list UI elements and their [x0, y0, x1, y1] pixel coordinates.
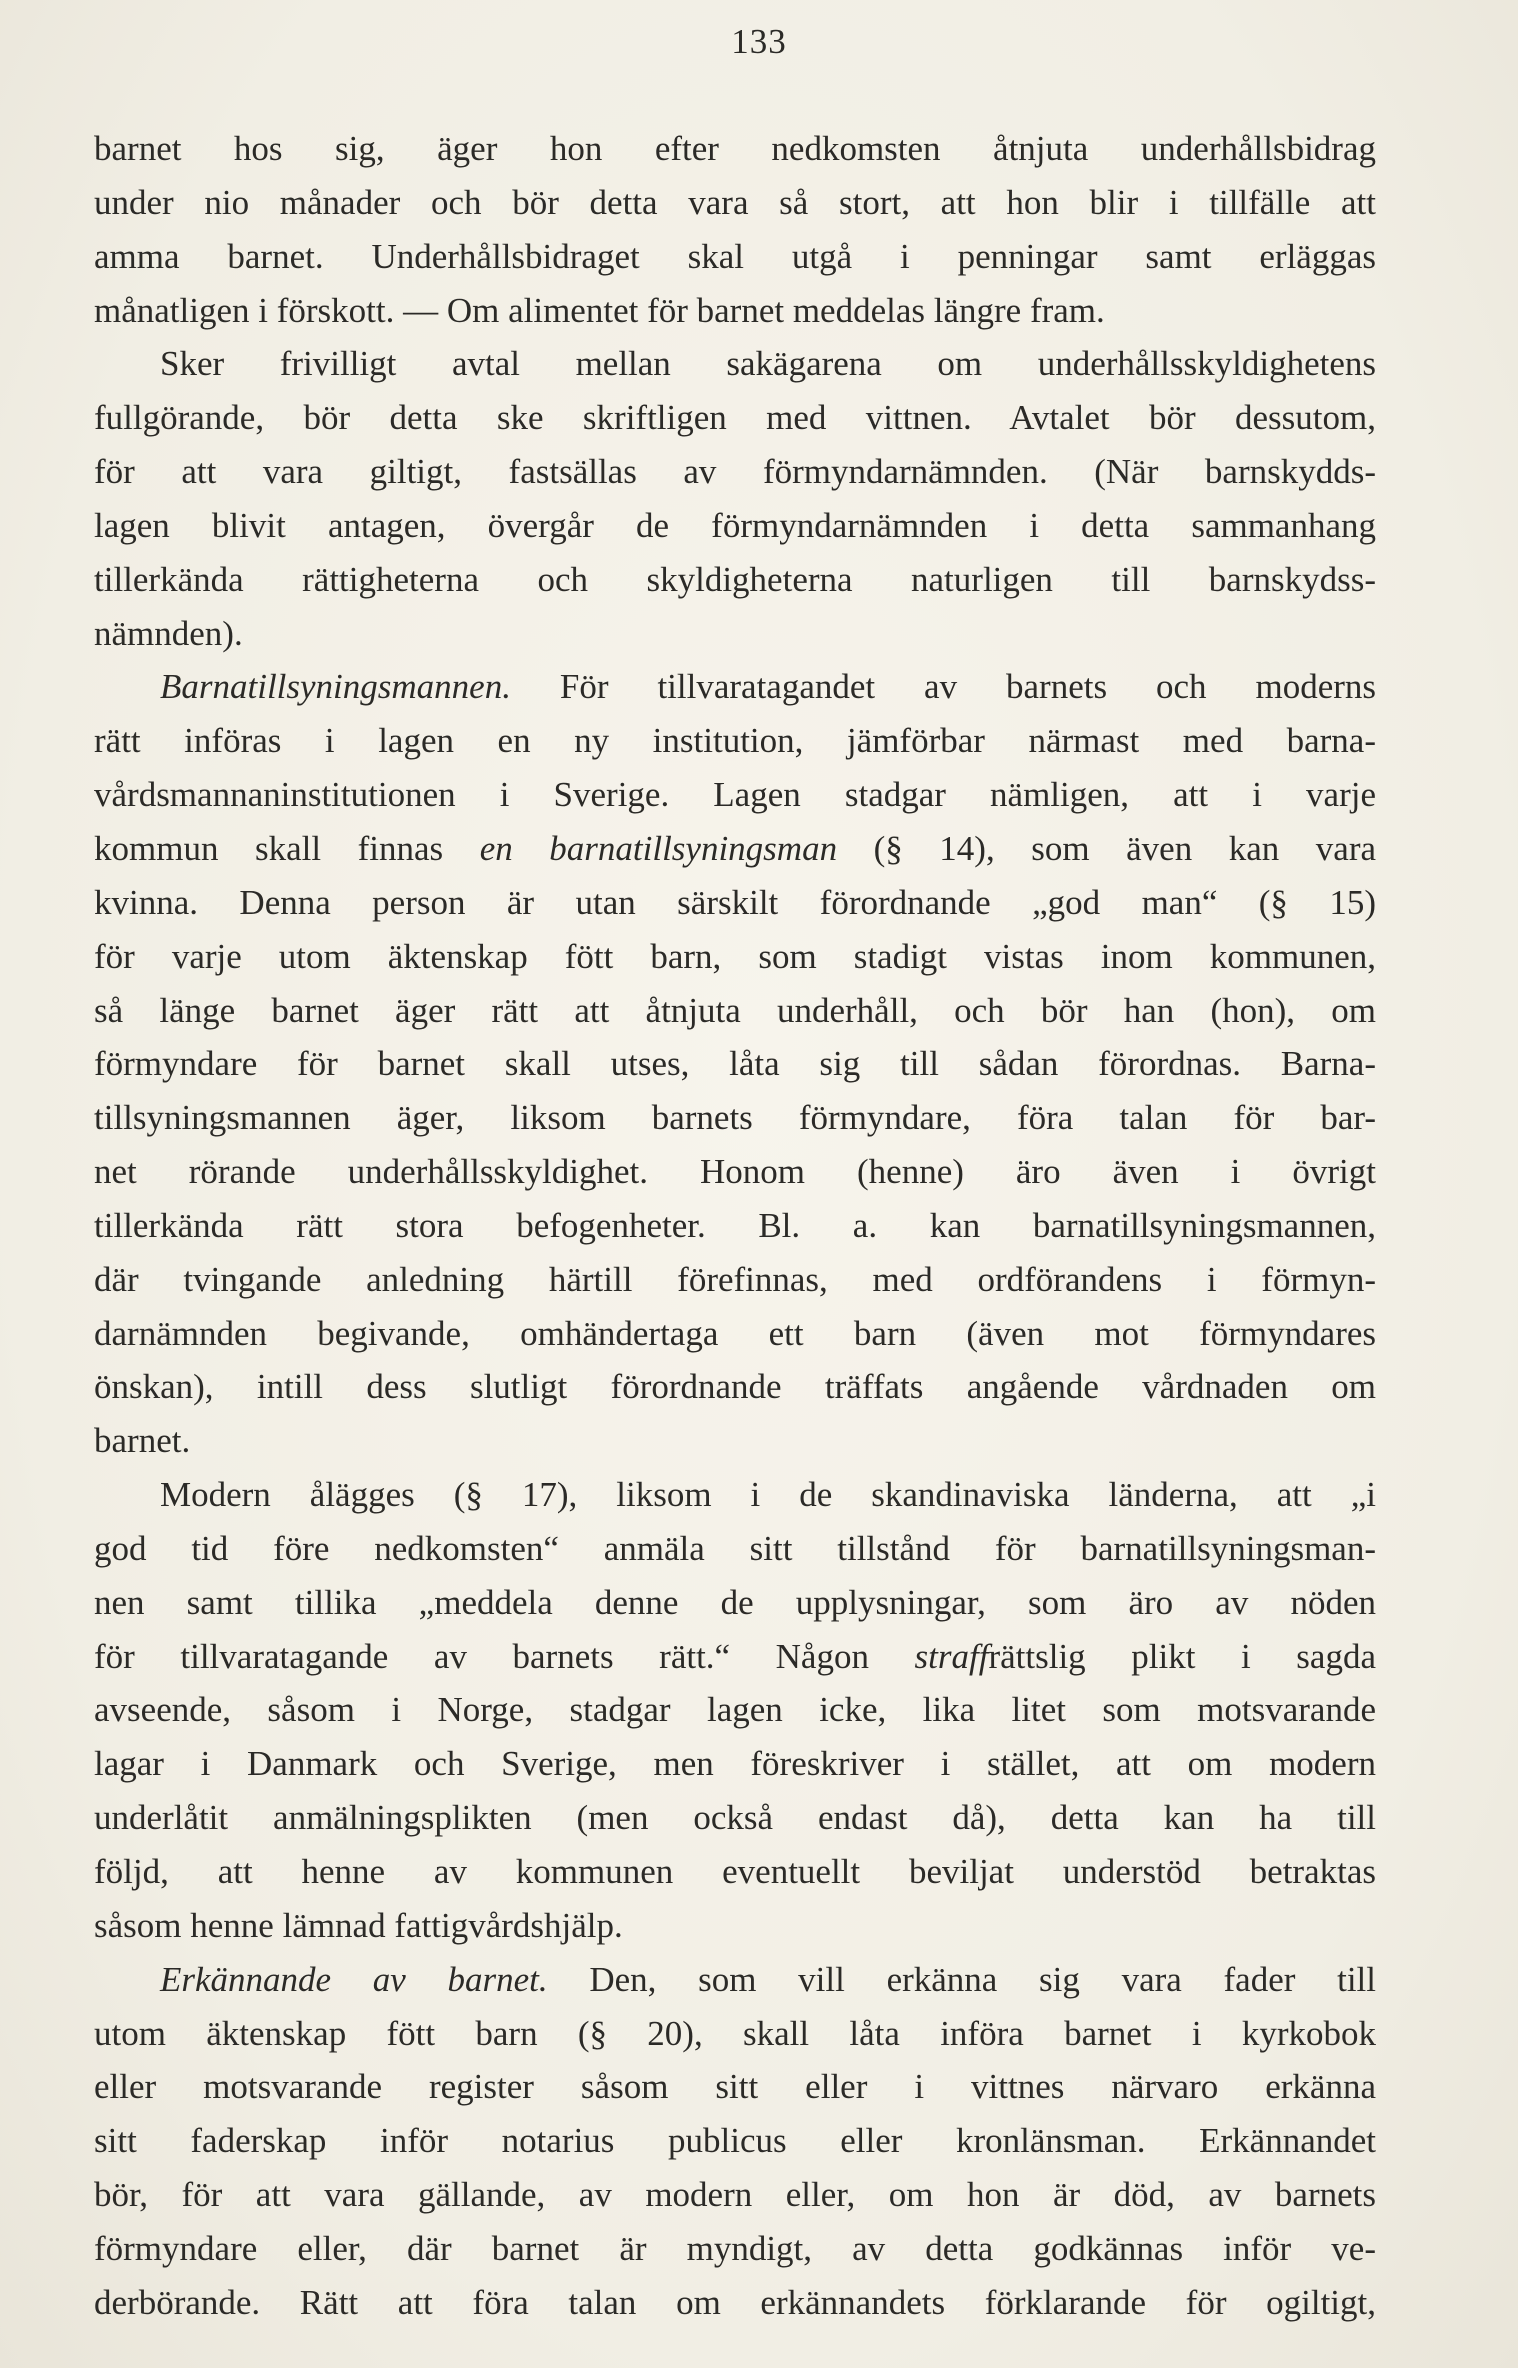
line-text: Sker frivilligt avtal mellan sakägarena om underhållsskyldighetens [160, 344, 1376, 384]
text-line [94, 930, 1376, 984]
text-line [94, 1414, 1376, 1468]
text-line [94, 499, 1376, 553]
text-line [94, 2007, 1376, 2061]
line-text: derbörande. Rätt att föra talan om erkännandets förklarande för ogiltigt, [94, 2282, 1376, 2322]
text-line [94, 2222, 1376, 2276]
line-text: tillerkända rätt stora befogenheter. Bl. a. kan barnatillsyningsmannen, [94, 1205, 1376, 1245]
text-line [94, 230, 1376, 284]
text-line [94, 607, 1376, 661]
line-text: nen samt tillika „meddela denne de upplysningar, som äro av nöden [94, 1582, 1376, 1622]
text-line [94, 660, 1376, 714]
text-line [94, 1037, 1376, 1091]
line-text: kvinna. Denna person är utan särskilt förordnande „god man“ (§ 15) [94, 882, 1376, 922]
line-text: god tid före nedkomsten“ anmäla sitt tillstånd för barnatillsyningsman- [94, 1528, 1376, 1568]
text-line [94, 1576, 1376, 1630]
text-line [94, 1953, 1376, 2007]
text-line [94, 768, 1376, 822]
text-line [94, 2276, 1376, 2330]
text-line [94, 876, 1376, 930]
text-line [94, 1683, 1376, 1737]
line-text: förmyndare eller, där barnet är myndigt, av detta godkännas inför ve- [94, 2228, 1376, 2268]
text-line [94, 1253, 1376, 1307]
line-text: såsom henne lämnad fattigvårdshjälp. [94, 1905, 623, 1945]
text-line [94, 122, 1376, 176]
line-text: net rörande underhållsskyldighet. Honom (henne) äro även i övrigt [94, 1152, 1376, 1192]
text-line [94, 984, 1376, 1038]
text-line [94, 1899, 1376, 1953]
line-text: (§ 14), som även kan vara [837, 828, 1377, 868]
text-line [94, 2060, 1376, 2114]
text-line [94, 553, 1376, 607]
line-text: för att vara giltigt, fastsällas av förmyndarnämnden. (När barnskydds- [94, 452, 1376, 492]
italic-term: straff [914, 1636, 989, 1676]
line-text: sitt faderskap inför notarius publicus eller kronlänsman. Erkännandet [94, 2121, 1376, 2161]
line-text: barnet hos sig, äger hon efter nedkomsten åtnjuta underhållsbidrag [94, 129, 1376, 168]
line-text: fullgörande, bör detta ske skriftligen med vittnen. Avtalet bör dessutom, [94, 398, 1376, 438]
line-text: för varje utom äktenskap fött barn, som stadigt vistas inom kommunen, [94, 936, 1376, 976]
line-text: Den, som vill erkänna sig vara fader till [547, 1959, 1377, 1999]
italic-term: Barnatillsyningsmannen. [160, 667, 511, 707]
line-text: lagen blivit antagen, övergår de förmyndarnämnden i detta sammanhang [94, 505, 1376, 545]
text-line [94, 1630, 1376, 1684]
text-line [94, 2114, 1376, 2168]
text-line [94, 337, 1376, 391]
italic-term: Erkännande av barnet. [160, 1959, 548, 1999]
text-line [94, 1845, 1376, 1899]
italic-term: en barnatillsyningsman [479, 828, 838, 868]
line-text: avseende, såsom i Norge, stadgar lagen icke, lika litet som motsvarande [94, 1690, 1376, 1730]
line-text: månatligen i förskott. — Om alimentet för barnet meddelas längre fram. [94, 290, 1105, 330]
text-line [94, 2168, 1376, 2222]
line-text: Modern ålägges (§ 17), liksom i de skandinaviska länderna, att „i [160, 1475, 1376, 1515]
line-text: rättslig plikt i sagda [988, 1636, 1376, 1676]
text-line [94, 284, 1376, 338]
body-text [94, 122, 1376, 2330]
text-line [94, 391, 1376, 445]
line-text: utom äktenskap fött barn (§ 20), skall låta införa barnet i kyrkobok [94, 2013, 1376, 2053]
text-line [94, 1737, 1376, 1791]
text-line [94, 714, 1376, 768]
line-text: barnet. [94, 1421, 191, 1461]
text-line [94, 1091, 1376, 1145]
line-text: rätt införas i lagen en ny institution, jämförbar närmast med barna- [94, 721, 1376, 761]
line-text: tillerkända rättigheterna och skyldigheterna naturligen till barnskydss- [94, 559, 1376, 599]
line-text: förmyndare för barnet skall utses, låta sig till sådan förordnas. Barna- [94, 1044, 1376, 1084]
text-line [94, 176, 1376, 230]
line-text: eller motsvarande register såsom sitt eller i vittnes närvaro erkänna [94, 2067, 1376, 2107]
text-line [94, 1145, 1376, 1199]
text-line [94, 445, 1376, 499]
line-text: För tillvaratagandet av barnets och moderns [510, 667, 1376, 707]
text-line [94, 1360, 1376, 1414]
line-text: nämnden). [94, 613, 243, 653]
line-text: darnämnden begivande, omhändertaga ett barn (även mot förmyndares [94, 1313, 1376, 1353]
line-text: för tillvaratagande av barnets rätt.“ Någon [94, 1636, 915, 1676]
line-text: lagar i Danmark och Sverige, men föreskriver i stället, att om modern [94, 1744, 1376, 1784]
line-text: under nio månader och bör detta vara så stort, att hon blir i tillfälle att [94, 182, 1376, 222]
line-text: vårdsmannaninstitutionen i Sverige. Lagen stadgar nämligen, att i varje [94, 775, 1376, 815]
line-text: där tvingande anledning härtill förefinnas, med ordförandens i förmyn- [94, 1259, 1376, 1299]
line-text: underlåtit anmälningsplikten (men också endast då), detta kan ha till [94, 1798, 1376, 1838]
text-line [94, 1791, 1376, 1845]
text-line [94, 1468, 1376, 1522]
line-text: tillsyningsmannen äger, liksom barnets förmyndare, föra talan för bar- [94, 1098, 1376, 1138]
line-text: bör, för att vara gällande, av modern eller, om hon är död, av barnets [94, 2175, 1376, 2215]
page-number: 133 [731, 22, 787, 61]
line-text: önskan), intill dess slutligt förordnande träffats angående vårdnaden om [94, 1367, 1376, 1407]
text-line [94, 1522, 1376, 1576]
line-text: så länge barnet äger rätt att åtnjuta underhåll, och bör han (hon), om [94, 990, 1376, 1030]
text-line [94, 1307, 1376, 1361]
text-line [94, 822, 1376, 876]
text-line [94, 1199, 1376, 1253]
line-text: följd, att henne av kommunen eventuellt beviljat understöd betraktas [94, 1852, 1376, 1891]
line-text: amma barnet. Underhållsbidraget skal utgå i penningar samt erläggas [94, 236, 1376, 276]
line-text: kommun skall finnas [94, 828, 480, 868]
